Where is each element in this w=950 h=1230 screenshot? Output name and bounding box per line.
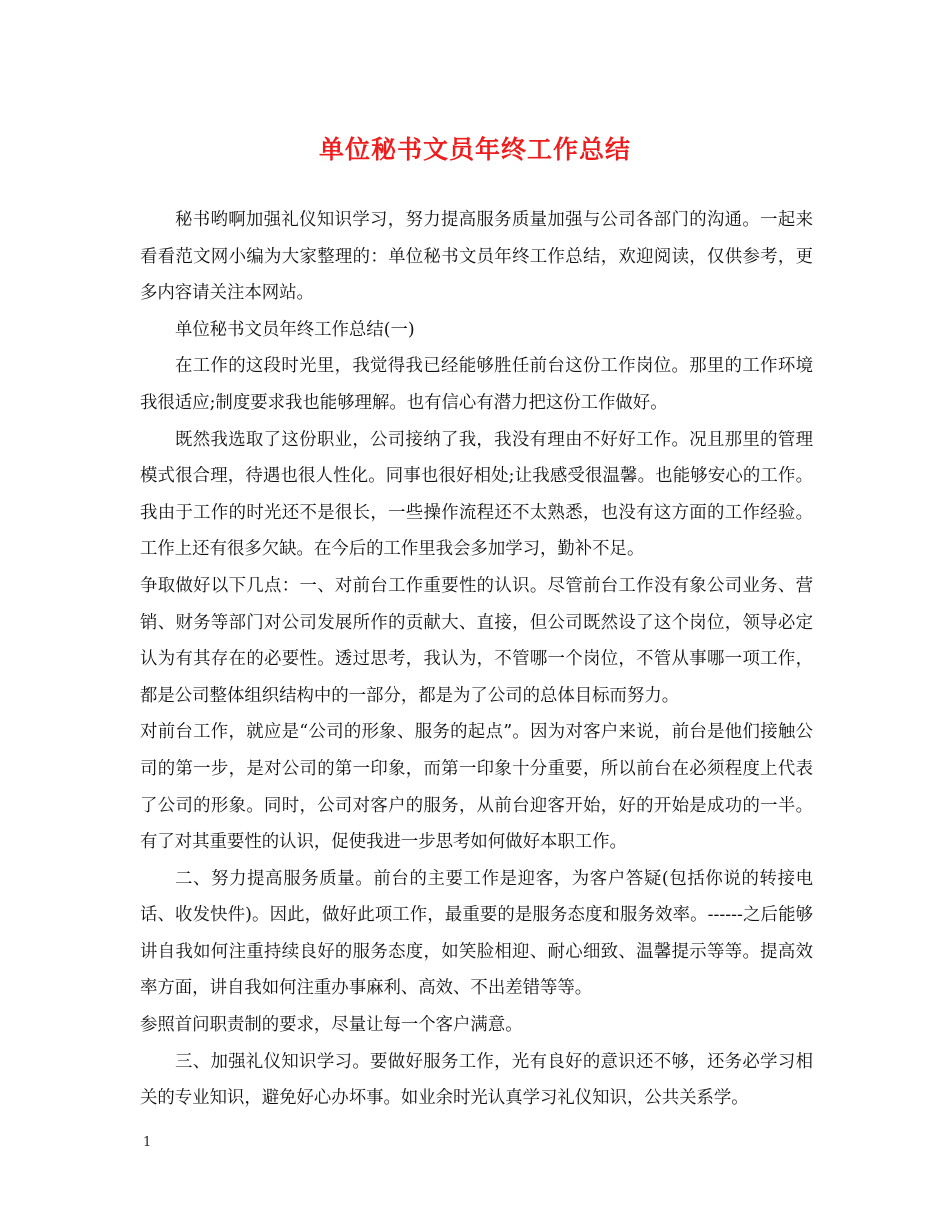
paragraph: 三、加强礼仪知识学习。要做好服务工作，光有良好的意识还不够，还务必学习相关的专业知识，避免好心办坏事。如业余时光认真学习礼仪知识，公共关系学。: [140, 1051, 813, 1109]
page-number: 1: [143, 1135, 152, 1150]
document-body: [140, 202, 813, 1117]
paragraph: 参照首问职责制的要求，尽量让每一个客户满意。: [140, 1015, 523, 1036]
paragraph: 对前台工作，就应是“公司的形象、服务的起点”。因为对客户来说，前台是他们接触公司的第一步，是对公司的第一印象，而第一印象十分重要，所以前台在必须程度上代表了公司的形象。同时，公司对客户的服务，从前台迎客开始，好的开始是成功的一半。有了对其重要性的认识，促使我进一步思考如何做好本职工作。: [140, 722, 813, 853]
paragraph: 争取做好以下几点：一、对前台工作重要性的认识。尽管前台工作没有象公司业务、营销、财务等部门对公司发展所作的贡献大、直接，但公司既然设了这个岗位，领导必定认为有其存在的必要性。透过思考，我认为，不管哪一个岗位，不管从事哪一项工作，都是公司整体组织结构中的一部分，都是为了公司的总体目标而努力。: [140, 575, 813, 706]
paragraph-intro: 秘书哟啊加强礼仪知识学习，努力提高服务质量加强与公司各部门的沟通。一起来看看范文网小编为大家整理的：单位秘书文员年终工作总结，欢迎阅读，仅供参考，更多内容请关注本网站。: [140, 210, 813, 304]
section-heading: 单位秘书文员年终工作总结(一): [175, 319, 415, 340]
paragraph: 二、努力提高服务质量。前台的主要工作是迎客，为客户答疑(包括你说的转接电话、收发快件)。因此，做好此项工作，最重要的是服务态度和服务效率。------之后能够讲自我如何注重持续良好的服务态度，如笑脸相迎、耐心细致、温馨提示等等。提高效率方面，讲自我如何注重办事麻利、高效、不出差错等等。: [140, 868, 813, 999]
document-title: 单位秘书文员年终工作总结: [318, 135, 631, 164]
paragraph: 既然我选取了这份职业，公司接纳了我，我没有理由不好好工作。况且那里的管理模式很合理，待遇也很人性化。同事也很好相处;让我感受很温馨。也能够安心的工作。我由于工作的时光还不是很长，一些操作流程还不太熟悉，也没有这方面的工作经验。工作上还有很多欠缺。在今后的工作里我会多加学习，勤补不足。: [140, 429, 813, 560]
paragraph: 在工作的这段时光里，我觉得我已经能够胜任前台这份工作岗位。那里的工作环境我很适应;制度要求我也能够理解。也有信心有潜力把这份工作做好。: [140, 356, 813, 413]
